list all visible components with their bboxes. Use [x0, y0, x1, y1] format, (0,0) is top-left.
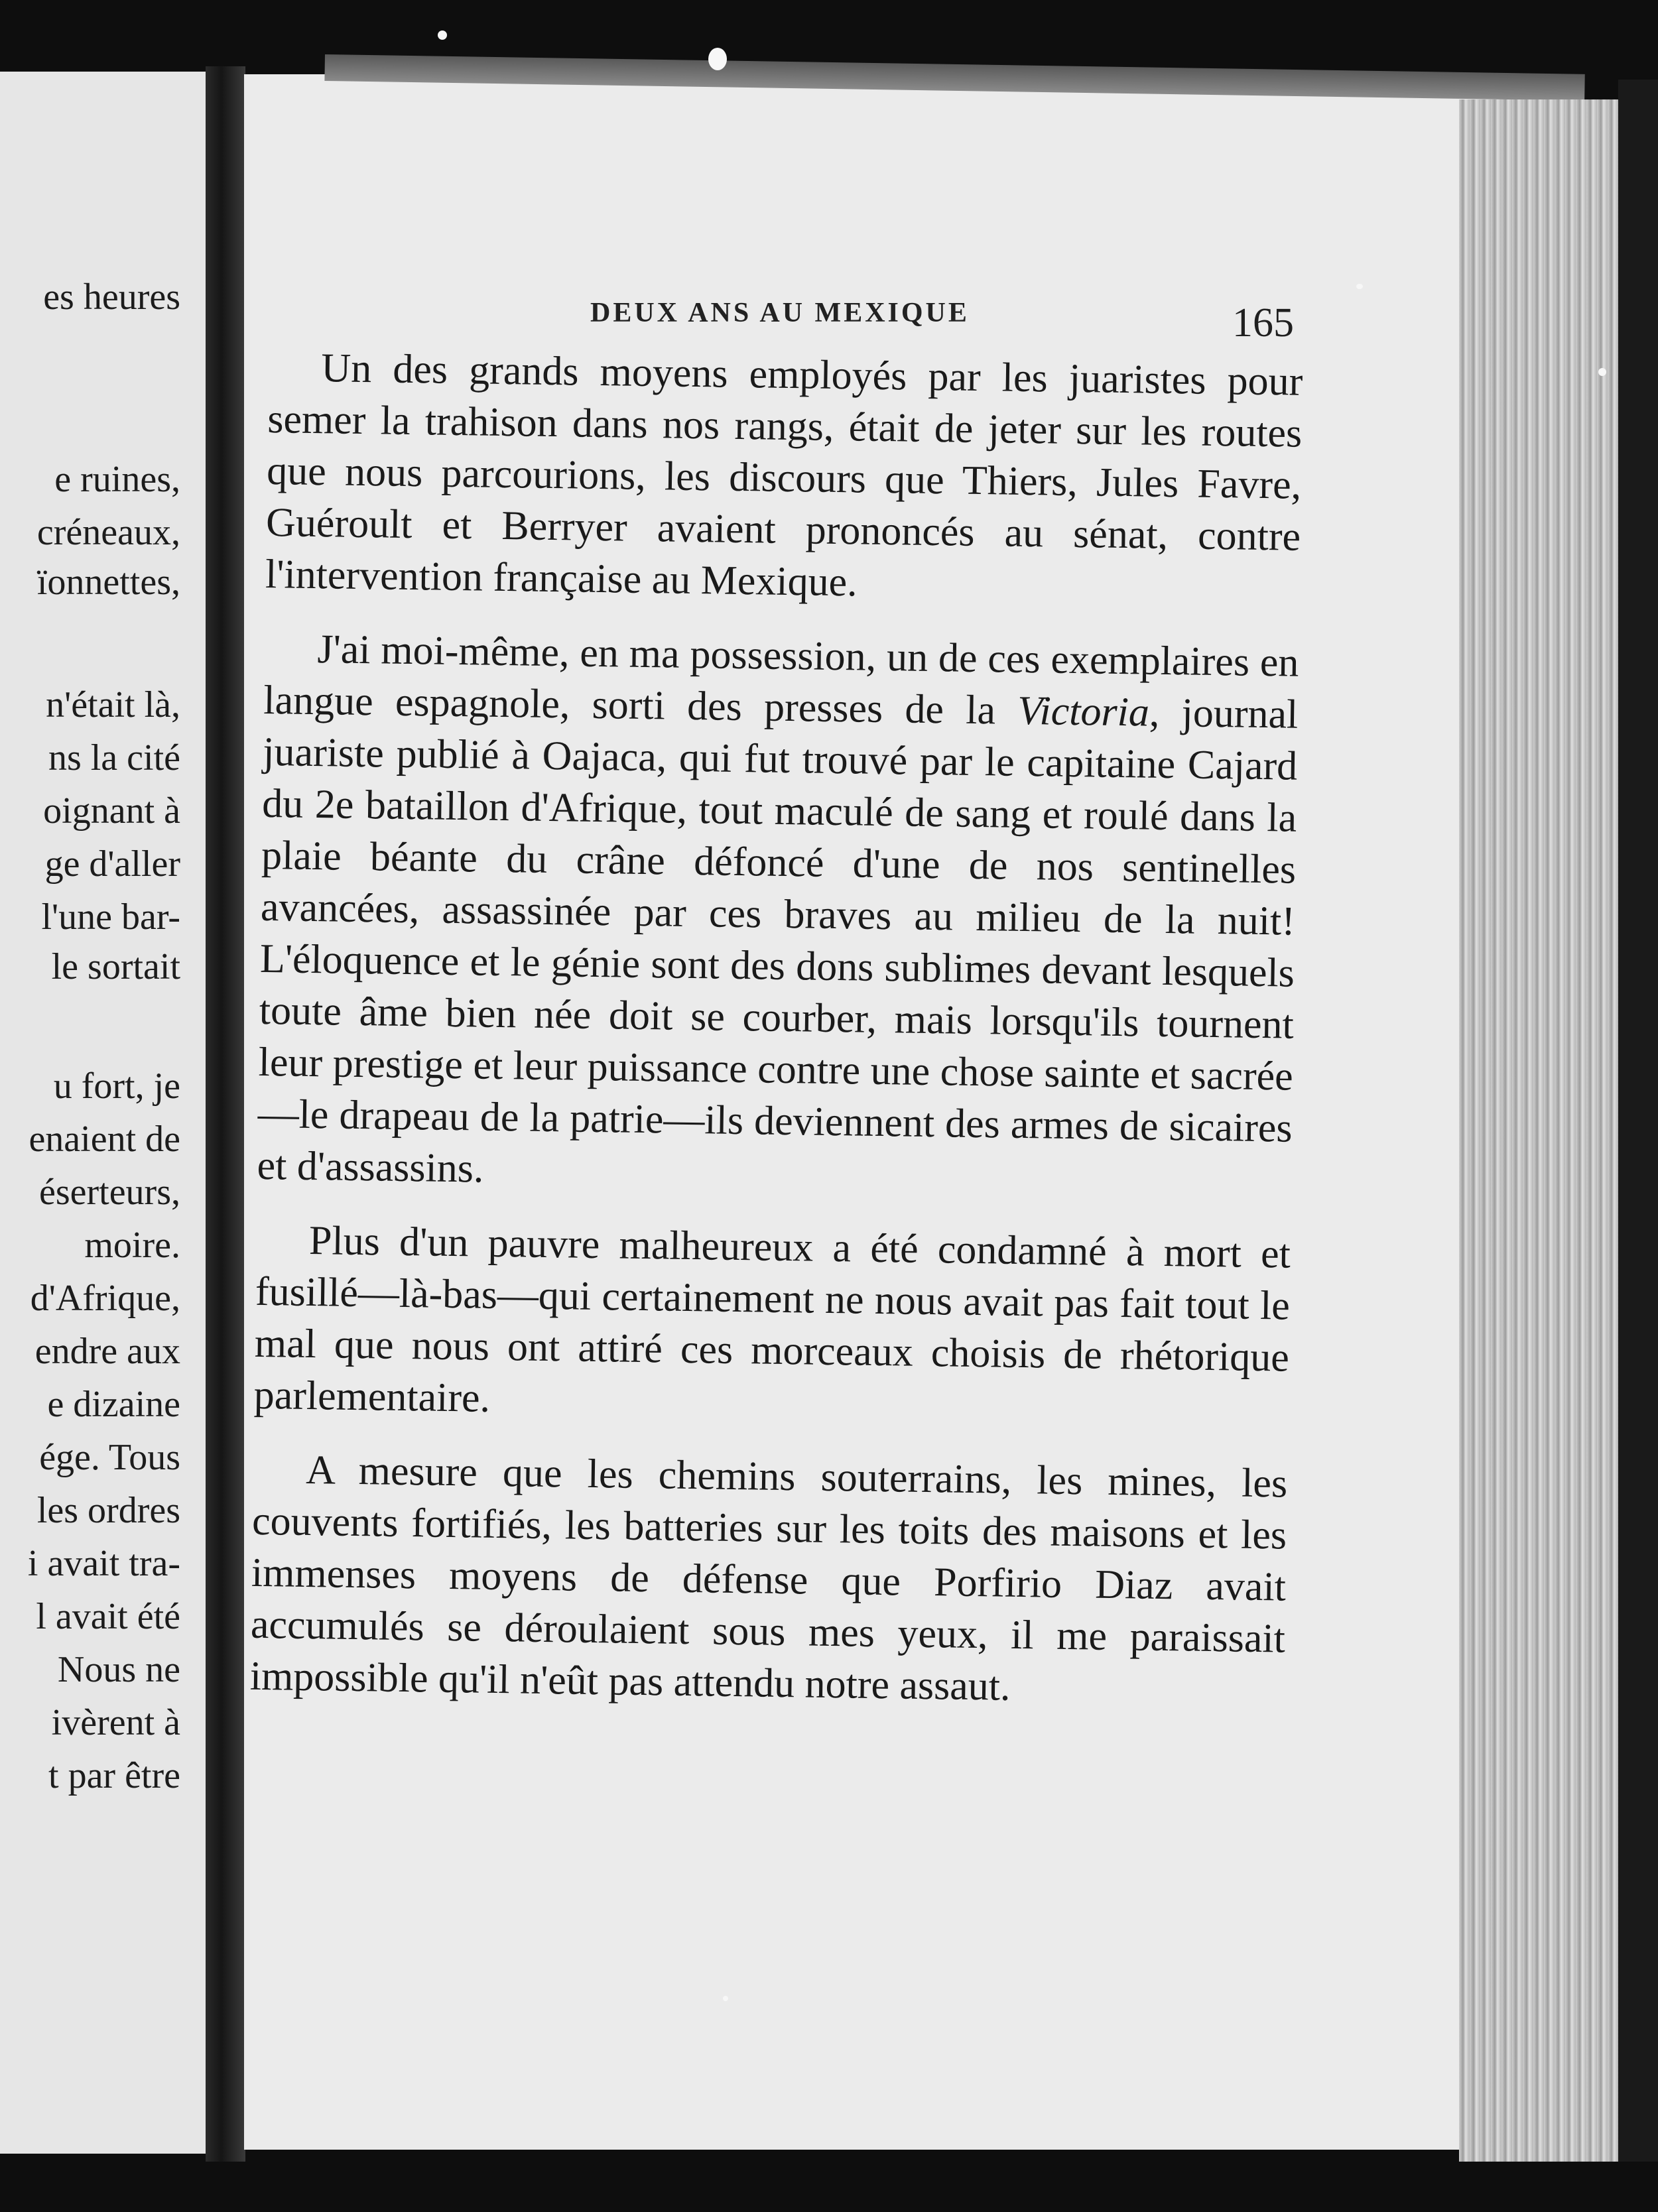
book-gutter [206, 66, 245, 2162]
paragraph-text: Un des grands moyens employés par les juaristes pour semer la trahison dans nos rangs, était de jeter sur les routes que nous parcourions, les discours que Thiers, Jules Favre, Guéroult et Berryer avaient prononcés au sénat, contre l'intervention française au Mexique. [265, 345, 1303, 605]
previous-page-line: Nous ne [57, 1649, 180, 1690]
paragraph-text: , journal juariste publié à Oajaca, qui fut trouvé par le capitaine Cajard du 2e bataillon d'Afrique, tout maculé de sang et roulé dans la plaie béante du crâne défoncé d'une de nos sentinelles avancées, assassinée par ces braves au milieu de la nuit! L'éloquence et le génie sont des dons sublimes devant lesquels toute âme bien née doit se courber, mais lorsqu'ils tournent leur prestige et leur puissance contre une chose sainte et sacrée—le drapeau de la patrie—ils deviennent des armes de sicaires et d'assassins. [257, 690, 1299, 1192]
previous-page-line: créneaux, [36, 512, 180, 553]
body-paragraph [257, 623, 1299, 1206]
previous-page-line: éserteurs, [38, 1172, 180, 1213]
previous-page-line: l avait été [36, 1596, 180, 1637]
previous-page-line: oignant à [43, 790, 180, 831]
previous-page-line: u fort, je [53, 1066, 180, 1107]
page-number: 165 [1232, 300, 1294, 345]
italic-title-text: Victoria [1017, 688, 1150, 735]
previous-page-line: e ruines, [54, 459, 180, 500]
previous-page-line: l'une bar- [41, 896, 180, 938]
previous-page-line: i avait tra- [27, 1543, 180, 1584]
paragraph-text: A mesure que les chemins souterrains, les mines, les couvents fortifiés, les batteries sur les toits des maisons et les immenses moyens de défense que Porfirio Diaz avait accumulés se déroulaient sous mes yeux, il me paraissait impossible qu'il n'eût pas attendu notre assaut. [249, 1447, 1288, 1709]
previous-page-line: ïonnettes, [36, 562, 180, 603]
previous-page-edge [0, 72, 206, 2154]
previous-page-line: es heures [43, 276, 180, 318]
previous-page-line: enaient de [29, 1119, 180, 1160]
previous-page-line: t par être [48, 1755, 180, 1796]
page-stack-shadow [1618, 80, 1658, 2162]
running-head-title: DEUX ANS AU MEXIQUE [590, 298, 970, 328]
previous-page-line: e dizaine [47, 1384, 180, 1425]
paragraph-text: J'ai moi-même, en ma possession, un de ces exemplaires en langue espagnole, sorti des presses de la [263, 627, 1299, 733]
previous-page-line: n'était là, [46, 684, 180, 725]
body-paragraph [265, 341, 1303, 615]
previous-page-line: le sortait [51, 946, 180, 987]
previous-page-line: ns la cité [48, 737, 180, 778]
body-paragraph [249, 1444, 1287, 1717]
previous-page-line: ivèrent à [51, 1702, 180, 1743]
previous-page-line: les ordres [36, 1490, 180, 1531]
previous-page-line: moire. [84, 1225, 180, 1266]
body-paragraph [253, 1214, 1291, 1436]
previous-page-line: endre aux [34, 1331, 180, 1372]
body-text [249, 341, 1303, 1739]
previous-page-line: d'Afrique, [30, 1278, 180, 1319]
page-stack-edge [1459, 99, 1638, 2162]
paragraph-text: Plus d'un pauvre malheureux a été condamné à mort et fusillé—là-bas—qui certainement ne nous avait pas fait tout le mal que nous ont attiré ces morceaux choisis de rhétorique parlementaire. [253, 1217, 1291, 1421]
previous-page-line: ge d'aller [44, 843, 180, 885]
previous-page-line: ége. Tous [39, 1437, 180, 1478]
